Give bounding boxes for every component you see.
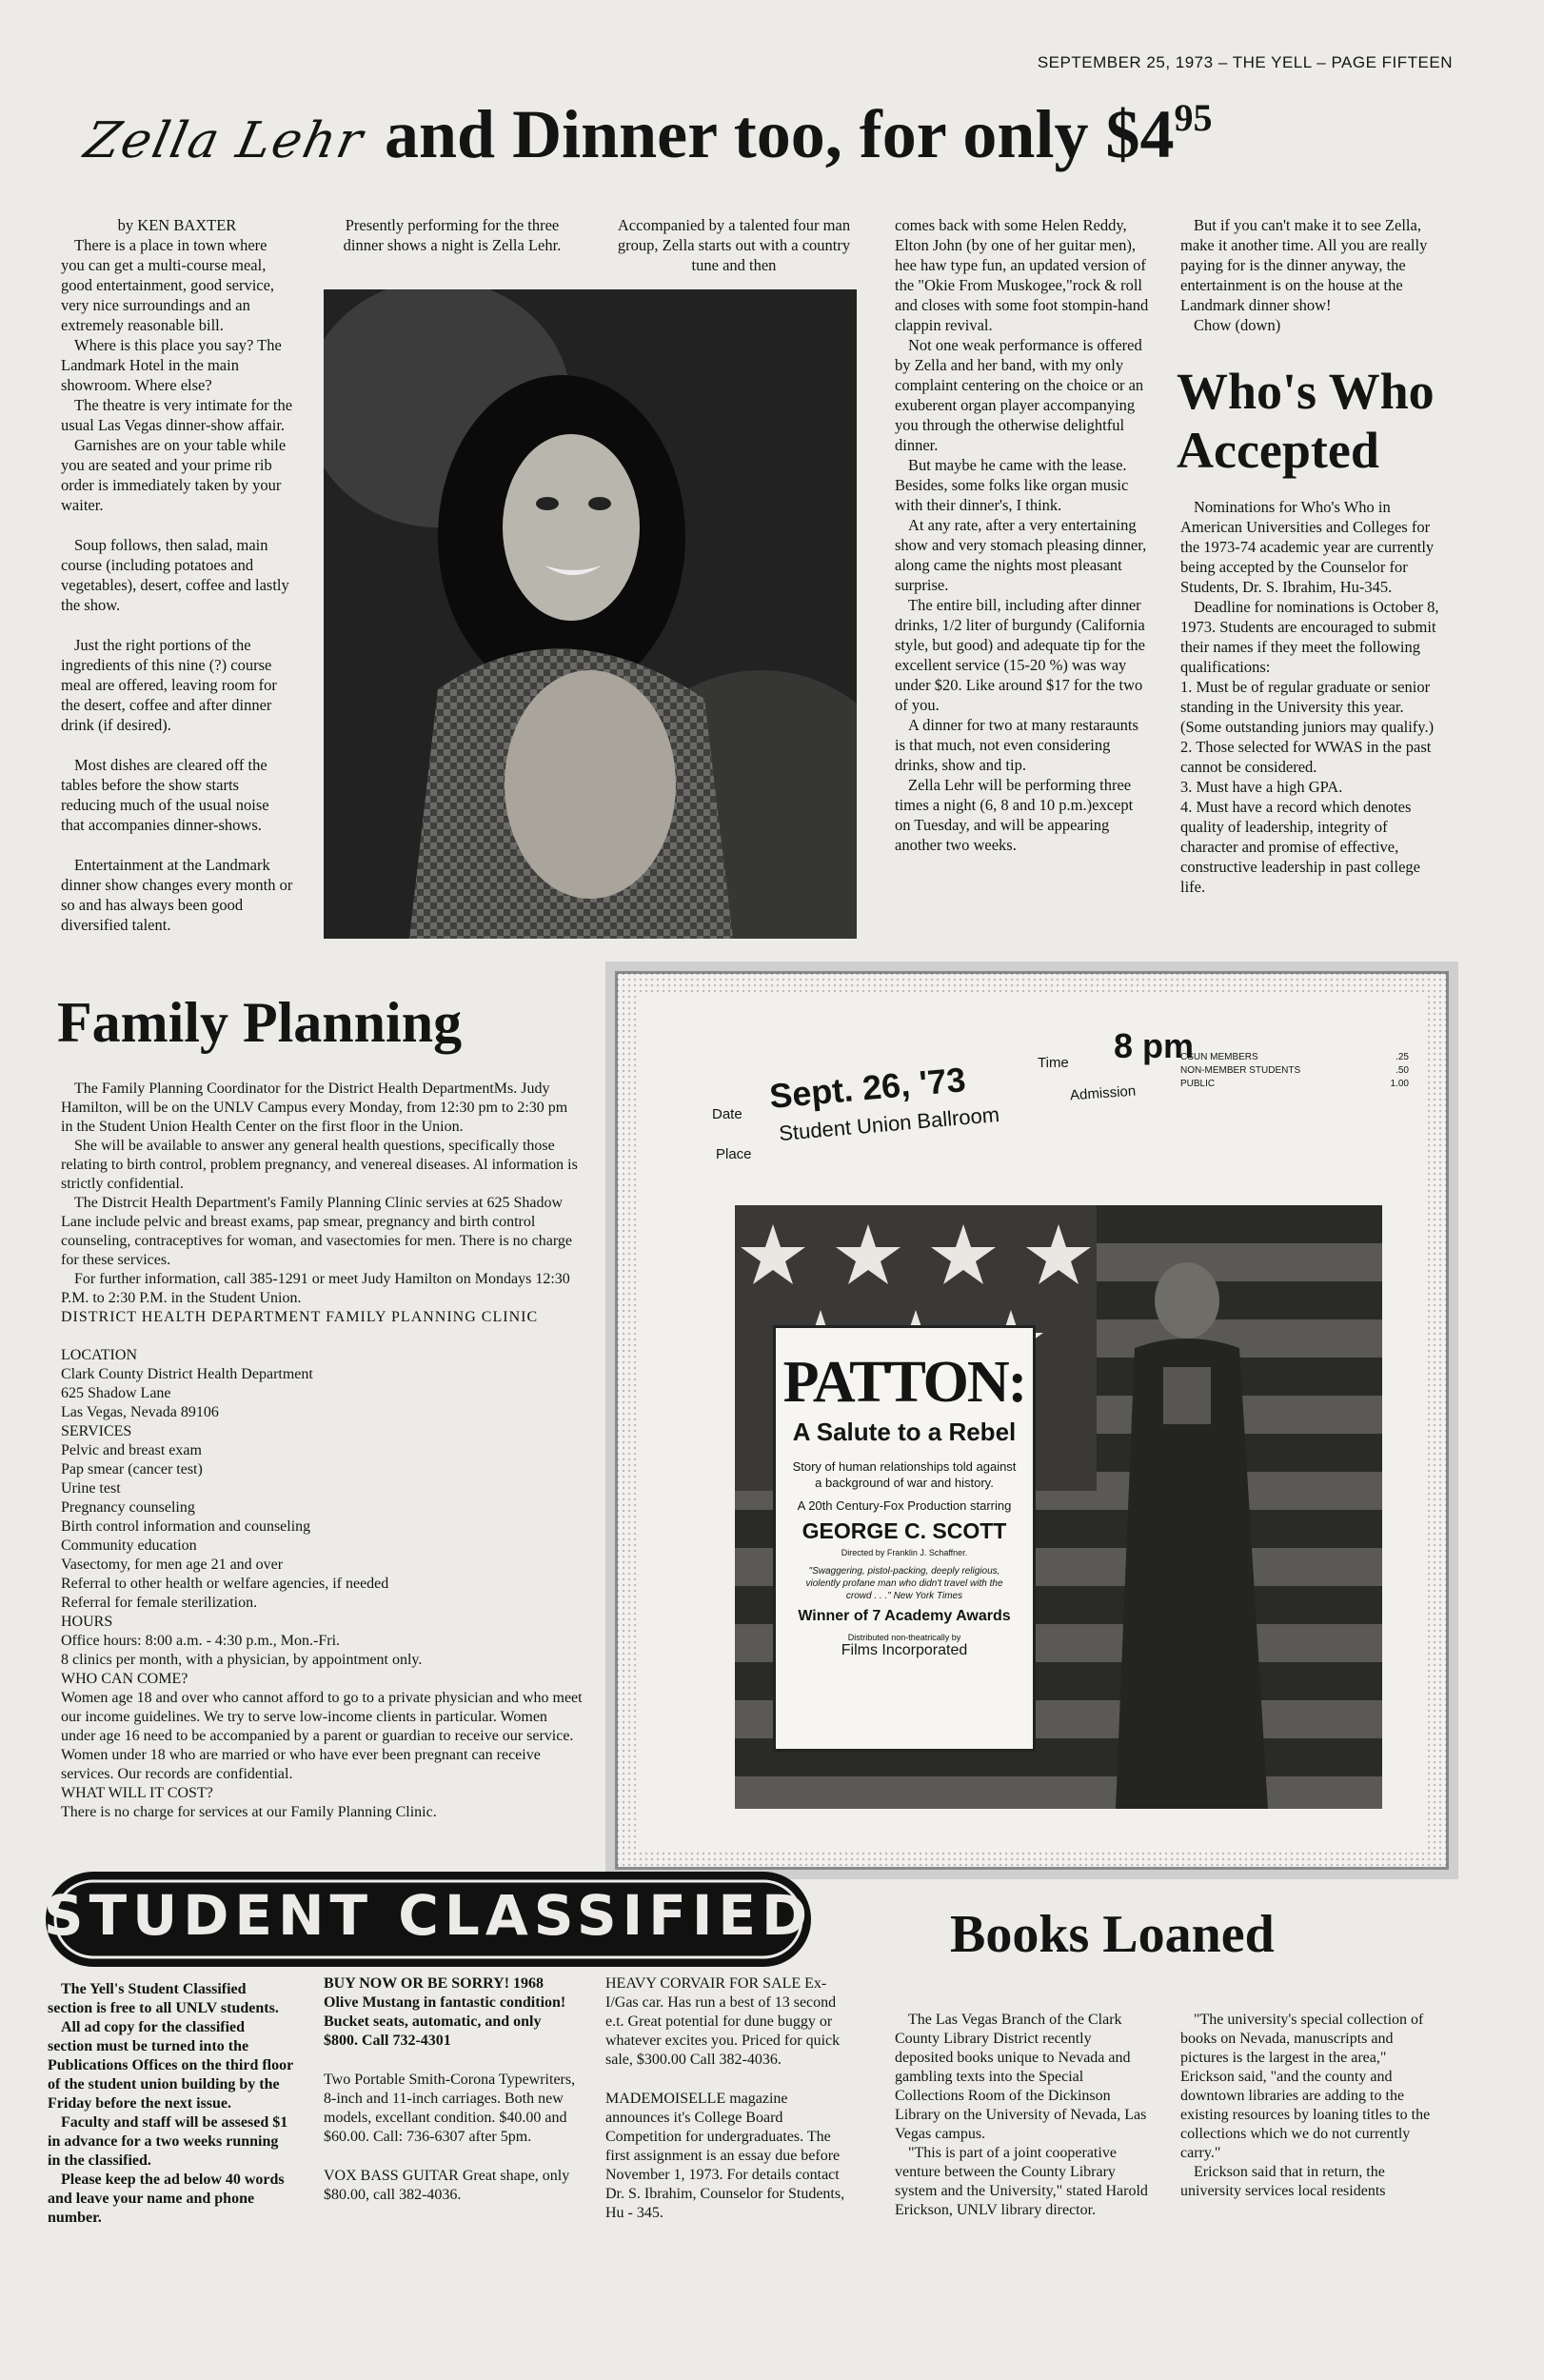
zella-para: Most dishes are cleared off the tables before the show starts reducing much of the usual noise that accompanies dinner-shows.: [61, 756, 269, 834]
classified-ad: HEAVY CORVAIR FOR SALE Ex-I/Gas car. Has run a best of 13 second e.t. Great potential for dune buggy or whatever excites you. Priced for quick sale, $300.00 Call 382-4036.: [605, 1975, 841, 2068]
zella-para: There is a place in town where you can get a multi-course meal, good entertainment, good service, very nice surroundings and an extremely reasonable bill.: [61, 236, 275, 334]
classified-para: All ad copy for the classified section must be turned into the Publications Offices on the third floor of the student union building by the Friday before the next issue.: [48, 2019, 293, 2112]
film-quote: "Swaggering, pistol-packing, deeply religious, violently profane man who didn't travel with the crowd . . ." New York Times: [805, 1566, 1003, 1601]
family-planning-body: [61, 1080, 583, 1822]
zella-para: Zella Lehr will be performing three times a night (6, 8 and 10 p.m.)except on Tuesday, and will be appearing another two weeks.: [895, 776, 1134, 854]
clinic-line: SERVICES: [61, 1423, 132, 1439]
classified-column-3: [605, 1974, 855, 2223]
zella-lehr-photo: [324, 289, 857, 939]
family-para: The Family Planning Coordinator for the District Health DepartmentMs. Judy Hamilton, will be on the UNLV Campus every Monday, from 12:30 pm to 2:30 pm in the Student Union Health Center on the first floor in the Union.: [61, 1081, 568, 1135]
cost-heading: WHAT WILL IT COST?: [61, 1785, 213, 1801]
clinic-line: Pregnancy counseling: [61, 1499, 195, 1516]
who-can-come-text: Women age 18 and over who cannot afford to go to a private physician and who meet our income guidelines. We try to serve low-income clients in particular. Women under age 16 need to be accompanied by a parent or guardian to receive our service. Women under 18 who are married or who have ever been pregnant can receive services. Our records are confidential.: [61, 1690, 583, 1782]
film-subtitle: A Salute to a Rebel: [792, 1418, 1017, 1446]
film-distributed-label: Distributed non-theatrically by: [847, 1633, 961, 1642]
books-para: The Las Vegas Branch of the Clark County Library District recently deposited books unique to Nevada and gambling texts into the Special Collections Room of the Dickinson Library on the University of Nevada, Las Vegas campus.: [895, 2012, 1147, 2142]
zella-para: But if you can't make it to see Zella, make it another time. All you are really paying for is the dinner anyway, the entertainment is on the house at the Landmark dinner show!: [1180, 216, 1428, 314]
poster-place: Student Union Ballroom: [778, 1101, 1000, 1146]
portrait-illustration: [324, 289, 857, 939]
clinic-line: HOURS: [61, 1614, 113, 1630]
zella-column-1: [61, 215, 293, 935]
price-row-label: CSUN MEMBERS: [1180, 1052, 1258, 1062]
classified-column-2: [324, 1974, 577, 2205]
zella-para: A dinner for two at many restaraunts is that much, not even considering drinks, show and tip.: [895, 716, 1138, 774]
poster-time: 8 pm: [1114, 1026, 1195, 1065]
clinic-line: Pelvic and breast exam: [61, 1442, 202, 1458]
zella-headline: [385, 95, 1212, 174]
clinic-line: Pap smear (cancer test): [61, 1461, 203, 1478]
zella-para: Accompanied by a talented four man group, Zella starts out with a country tune and then: [617, 216, 851, 274]
classified-ad: VOX BASS GUITAR Great shape, only $80.00, call 382-4036.: [324, 2168, 570, 2203]
classified-ad: BUY NOW OR BE SORRY! 1968 Olive Mustang in fantastic condition! Bucket seats, automatic, and only $800. Call 732-4301: [324, 1975, 566, 2049]
price-row-label: PUBLIC: [1180, 1079, 1216, 1089]
whos-who-item: 2. Those selected for WWAS in the past cannot be considered.: [1180, 738, 1432, 776]
family-planning-title: Family Planning: [57, 991, 463, 1054]
zella-column-5: [1180, 215, 1443, 335]
price-row: [1180, 1078, 1409, 1091]
zella-column-2: [324, 215, 581, 255]
zella-script-title: Zella Lehr: [79, 112, 369, 169]
zella-para: Presently performing for the three dinner shows a night is Zella Lehr.: [343, 216, 562, 254]
price-row-price: .50: [1396, 1065, 1409, 1076]
zella-para: Just the right portions of the ingredients of this nine (?) course meal are offered, leaving room for the desert, coffee and after dinner drink (if desired).: [61, 636, 277, 734]
price-row: [1180, 1051, 1409, 1064]
zella-para: The theatre is very intimate for the usual Las Vegas dinner-show affair.: [61, 396, 293, 434]
clinic-line: Office hours: 8:00 a.m. - 4:30 p.m., Mon.-Fri.: [61, 1633, 341, 1649]
family-para: She will be available to answer any general health questions, specifically those relating to birth control, problem pregnancy, and venereal diseases. Al information is strictly confidential.: [61, 1138, 578, 1192]
whos-who-column: [1180, 497, 1443, 897]
books-column-2: [1180, 2011, 1443, 2201]
zella-para: Where is this place you say? The Landmark Hotel in the main showroom. Where else?: [61, 336, 282, 394]
whos-who-title-line1: Who's Who: [1177, 363, 1435, 420]
books-loaned-title: Books Loaned: [950, 1905, 1275, 1964]
zella-para: Soup follows, then salad, main course (including potatoes and vegetables), desert, coffee and lastly the show.: [61, 536, 289, 614]
headline-price-cents: 95: [1174, 96, 1213, 139]
film-star: GEORGE C. SCOTT: [802, 1518, 1007, 1543]
classified-para: Faculty and staff will be assesed $1 in advance for a two weeks running in the classified.: [48, 2114, 288, 2169]
clinic-line: Clark County District Health Department: [61, 1366, 313, 1382]
clinic-line: 8 clinics per month, with a physician, by appointment only.: [61, 1652, 423, 1668]
family-para: For further information, call 385-1291 or meet Judy Hamilton on Mondays 12:30 P.M. to 2:30 P.M. in the Student Union.: [61, 1271, 570, 1306]
classified-ad: Two Portable Smith-Corona Typewriters, 8-inch and 11-inch carriages. Both new models, excellant condition. $40.00 and $60.00. Call: 736-6307 after 5pm.: [324, 2072, 576, 2145]
zella-column-3: [605, 215, 862, 275]
whos-who-para: Nominations for Who's Who in American Universities and Colleges for the 1973-74 academic year are currently being accepted by the Counselor for Students, Dr. S. Ibrahim, Hu-345.: [1180, 498, 1435, 596]
whos-who-title: [1177, 362, 1435, 480]
film-production: A 20th Century-Fox Production starring: [797, 1498, 1012, 1513]
patton-title-card: [773, 1325, 1036, 1752]
zella-para: Not one weak performance is offered by Zella and her band, with my only complaint centering on the choice or an exuberent organ player accompanying you through the otherwise delightful dinner.: [895, 336, 1144, 454]
classified-banner-text: STUDENT CLASSIFIED: [43, 1883, 814, 1948]
poster-date: Sept. 26, '73: [767, 1060, 968, 1116]
clinic-line: Referral for female sterilization.: [61, 1595, 258, 1611]
zella-para: Garnishes are on your table while you are seated and your prime rib order is immediately taken by your waiter.: [61, 436, 287, 514]
books-para: "The university's special collection of books on Nevada, manuscripts and pictures is the largest in the area," Erickson said, "and the county and downtown libraries are adding to the existing resources by loaning titles to the collections which we do not currently carry.": [1180, 2012, 1431, 2161]
price-row: [1180, 1064, 1409, 1078]
film-title: PATTON:: [782, 1350, 1026, 1415]
film-tagline: Story of human relationships told against a background of war and history.: [792, 1459, 1017, 1490]
price-row-label: NON-MEMBER STUDENTS: [1180, 1065, 1301, 1076]
student-classified-banner: [42, 1862, 815, 1976]
clinic-line: 625 Shadow Lane: [61, 1385, 171, 1401]
clinic-line: Vasectomy, for men age 21 and over: [61, 1557, 284, 1573]
whos-who-item: 3. Must have a high GPA.: [1180, 778, 1343, 796]
clinic-line: Birth control information and counseling: [61, 1518, 311, 1535]
books-para: Erickson said that in return, the university services local residents: [1180, 2164, 1386, 2199]
classified-column-1: [48, 1980, 293, 2228]
zella-para: comes back with some Helen Reddy, Elton John (by one of her guitar men), hee haw type fun, an updated version of the "Okie From Muskogee,"rock & roll and closes with some foot stompin-hand clappin revival.: [895, 216, 1149, 334]
classified-para: Please keep the ad below 40 words and leave your name and phone number.: [48, 2172, 285, 2226]
poster-admission-label: Admission: [1069, 1082, 1137, 1104]
poster-date-label: Date: [712, 1106, 742, 1122]
zella-column-4: [895, 215, 1152, 855]
clinic-heading: DISTRICT HEALTH DEPARTMENT FAMILY PLANNING CLINIC: [61, 1309, 539, 1325]
film-awards: Winner of 7 Academy Awards: [798, 1608, 1011, 1624]
whos-who-item: 4. Must have a record which denotes quality of leadership, integrity of character and promise of effective, constructive leadership in past college life.: [1180, 798, 1420, 896]
poster-price-list: [1180, 1051, 1409, 1091]
poster-time-label: Time: [1038, 1055, 1069, 1071]
poster-place-label: Place: [716, 1146, 752, 1162]
cost-line: There is no charge for services at our Family Planning Clinic.: [61, 1804, 437, 1820]
whos-who-para: Deadline for nominations is October 8, 1973. Students are encouraged to submit their names if they meet the following qualifications:: [1180, 598, 1439, 676]
books-column-1: [895, 2011, 1152, 2220]
clinic-line: WHO CAN COME?: [61, 1671, 188, 1687]
clinic-line: Las Vegas, Nevada 89106: [61, 1404, 219, 1420]
whos-who-title-line2: Accepted: [1177, 422, 1379, 479]
zella-para: Entertainment at the Landmark dinner show changes every month or so and has always been good diversified talent.: [61, 856, 293, 934]
film-distributor: Films Incorporated: [841, 1642, 968, 1658]
zella-para: At any rate, after a very entertaining show and very stomach pleasing dinner, along came the nights most pleasant surprise.: [895, 516, 1147, 594]
zella-para: The entire bill, including after dinner drinks, 1/2 liter of burgundy (California style, but good) and adequate tip for the excellent service (15-20 %) was way under $20. Like around $17 for the two of you.: [895, 596, 1146, 714]
page-folio: SEPTEMBER 25, 1973 – THE YELL – PAGE FIFTEEN: [1037, 53, 1453, 71]
headline-text: and Dinner too, for only: [385, 96, 1106, 172]
clinic-line: Community education: [61, 1537, 197, 1554]
books-para: "This is part of a joint cooperative venture between the County Library system and the University," stated Harold Erickson, UNLV library director.: [895, 2145, 1148, 2218]
clinic-line: Referral to other health or welfare agencies, if needed: [61, 1576, 389, 1592]
zella-para: Chow (down): [1194, 316, 1281, 334]
byline: by KEN BAXTER: [117, 216, 237, 234]
price-row-price: 1.00: [1390, 1079, 1409, 1089]
clinic-line: LOCATION: [61, 1347, 137, 1363]
classified-para: The Yell's Student Classified section is free to all UNLV students.: [48, 1981, 279, 2016]
zella-para: But maybe he came with the lease. Besides, some folks like organ music with their dinner's, I think.: [895, 456, 1129, 514]
classified-ad: MADEMOISELLE magazine announces it's College Board Competition for undergraduates. The first assignment is an essay due before November 1, 1973. For details contact Dr. S. Ibrahim, Counselor for Students, Hu - 345.: [605, 2091, 845, 2221]
price-row-price: .25: [1396, 1052, 1409, 1062]
whos-who-item: 1. Must be of regular graduate or senior standing in the University this year. (Some outstanding juniors may qualify.): [1180, 678, 1435, 736]
headline-price: $4: [1105, 96, 1175, 172]
clinic-line: Urine test: [61, 1480, 121, 1497]
family-para: The Distrcit Health Department's Family Planning Clinic servies at 625 Shadow Lane include pelvic and breast exams, pap smear, pregnancy and birth control counseling, contraceptives for woman, and vasectomies for men. There is no charge for these services.: [61, 1195, 573, 1268]
film-director: Directed by Franklin J. Schaffner.: [841, 1548, 968, 1557]
